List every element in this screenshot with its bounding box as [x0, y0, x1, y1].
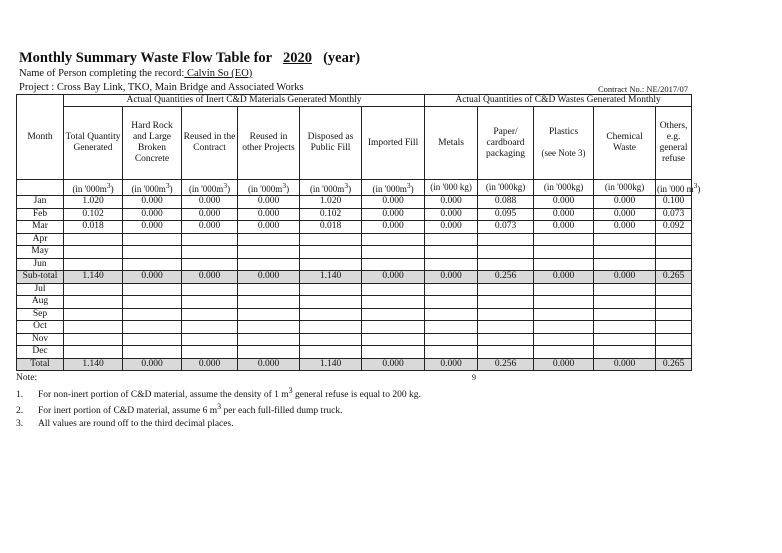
- value-cell: 0.000: [534, 271, 594, 284]
- value-cell: [300, 346, 362, 359]
- value-cell: [534, 308, 594, 321]
- value-cell: 0.000: [534, 358, 594, 371]
- value-cell: [478, 258, 534, 271]
- value-cell: 0.000: [425, 221, 478, 234]
- value-cell: 0.000: [594, 208, 656, 221]
- value-cell: [123, 296, 182, 309]
- month-cell: Jul: [17, 283, 64, 296]
- value-cell: 0.000: [123, 208, 182, 221]
- value-cell: [182, 258, 238, 271]
- header-chemical: Chemical Waste: [594, 107, 656, 180]
- month-cell: May: [17, 246, 64, 259]
- value-cell: 0.000: [238, 196, 300, 209]
- value-cell: 0.000: [238, 271, 300, 284]
- value-cell: [425, 258, 478, 271]
- value-cell: 0.000: [534, 208, 594, 221]
- value-cell: 0.000: [182, 208, 238, 221]
- value-cell: [594, 308, 656, 321]
- month-cell: Mar: [17, 221, 64, 234]
- month-cell: Jan: [17, 196, 64, 209]
- value-cell: [64, 258, 123, 271]
- value-cell: [534, 246, 594, 259]
- value-cell: [478, 333, 534, 346]
- header-month: Month: [17, 95, 64, 180]
- unit-chemical: (in '000kg): [594, 180, 656, 196]
- value-cell: [656, 296, 692, 309]
- value-cell: [534, 283, 594, 296]
- value-cell: 0.095: [478, 208, 534, 221]
- value-cell: 0.000: [362, 271, 425, 284]
- page-number: 9: [472, 373, 476, 382]
- value-cell: [238, 321, 300, 334]
- value-cell: [123, 258, 182, 271]
- value-cell: 1.140: [64, 358, 123, 371]
- value-cell: [656, 308, 692, 321]
- value-cell: [478, 233, 534, 246]
- value-cell: [478, 308, 534, 321]
- month-cell: Dec: [17, 346, 64, 359]
- table-row: [17, 296, 692, 309]
- month-cell: Nov: [17, 333, 64, 346]
- note-3: 3. All values are round off to the third decimal places.: [16, 418, 234, 429]
- value-cell: 0.000: [594, 271, 656, 284]
- value-cell: [362, 333, 425, 346]
- value-cell: 0.000: [594, 196, 656, 209]
- unit-reused-other: (in '$000m^3$): [238, 180, 300, 196]
- value-cell: 0.000: [182, 196, 238, 209]
- value-cell: [594, 346, 656, 359]
- unit-row: [17, 180, 692, 196]
- table-row: [17, 258, 692, 271]
- value-cell: 0.000: [123, 358, 182, 371]
- unit-total: (in '$000m^3$): [64, 180, 123, 196]
- group-header-row: [17, 95, 692, 107]
- page-title: [19, 50, 360, 67]
- value-cell: [300, 258, 362, 271]
- value-cell: [534, 296, 594, 309]
- header-plastics: [534, 107, 594, 180]
- value-cell: [362, 296, 425, 309]
- month-cell: Sep: [17, 308, 64, 321]
- month-cell: Feb: [17, 208, 64, 221]
- value-cell: [64, 346, 123, 359]
- value-cell: [425, 321, 478, 334]
- value-cell: [182, 333, 238, 346]
- value-cell: [425, 296, 478, 309]
- value-cell: [362, 283, 425, 296]
- value-cell: 0.000: [425, 208, 478, 221]
- value-cell: [425, 233, 478, 246]
- table-row: [17, 308, 692, 321]
- value-cell: [534, 333, 594, 346]
- unit-plastics: (in '000kg): [534, 180, 594, 196]
- value-cell: [64, 246, 123, 259]
- value-cell: 0.000: [182, 358, 238, 371]
- value-cell: [594, 233, 656, 246]
- value-cell: 0.000: [123, 196, 182, 209]
- value-cell: [594, 258, 656, 271]
- header-total: Total Quantity Generated: [64, 107, 123, 180]
- value-cell: [182, 246, 238, 259]
- table-row: [17, 283, 692, 296]
- value-cell: 0.018: [64, 221, 123, 234]
- table-row: [17, 333, 692, 346]
- value-cell: 1.140: [64, 271, 123, 284]
- table-row: [17, 358, 692, 371]
- value-cell: [238, 308, 300, 321]
- value-cell: [64, 233, 123, 246]
- notes: [16, 372, 421, 430]
- month-cell: Aug: [17, 296, 64, 309]
- value-cell: 0.102: [64, 208, 123, 221]
- value-cell: [123, 246, 182, 259]
- value-cell: [656, 283, 692, 296]
- value-cell: [300, 321, 362, 334]
- value-cell: 0.000: [238, 221, 300, 234]
- unit-imported: (in '$000m^3$): [362, 180, 425, 196]
- value-cell: [594, 246, 656, 259]
- note-2: 2. For inert portion of C&D material, assume 6 $m^3$ per each full-filled dump truck.: [16, 402, 343, 417]
- value-cell: 0.000: [594, 221, 656, 234]
- person-line: [19, 68, 252, 79]
- value-cell: [64, 308, 123, 321]
- header-disposed: Disposed as Public Fill: [300, 107, 362, 180]
- value-cell: [656, 321, 692, 334]
- value-cell: [182, 321, 238, 334]
- value-cell: [478, 296, 534, 309]
- value-cell: 0.073: [478, 221, 534, 234]
- value-cell: [238, 333, 300, 346]
- value-cell: 0.000: [425, 358, 478, 371]
- value-cell: [238, 246, 300, 259]
- value-cell: [64, 321, 123, 334]
- notes-label: Note:: [16, 373, 38, 383]
- title-suffix: (year): [323, 50, 361, 66]
- column-header-row: [17, 107, 692, 180]
- value-cell: 0.000: [123, 221, 182, 234]
- value-cell: [656, 233, 692, 246]
- waste-flow-table: [16, 94, 701, 371]
- plastics-note: (see Note 3): [541, 148, 586, 158]
- value-cell: 0.000: [362, 196, 425, 209]
- contract-number: Contract No.: NE/2017/07: [598, 84, 688, 94]
- value-cell: 1.020: [300, 196, 362, 209]
- value-cell: [238, 296, 300, 309]
- header-reused-other: Reused in other Projects: [238, 107, 300, 180]
- project-line: Project : Cross Bay Link, TKO, Main Bridge and Associated Works: [19, 82, 304, 93]
- value-cell: [425, 246, 478, 259]
- value-cell: 0.000: [362, 208, 425, 221]
- table-row: [17, 271, 692, 284]
- table-row: [17, 221, 692, 234]
- unit-metals: (in '000 kg): [425, 180, 478, 196]
- value-cell: 0.000: [425, 271, 478, 284]
- table-row: [17, 208, 692, 221]
- value-cell: 0.092: [656, 221, 692, 234]
- value-cell: [362, 233, 425, 246]
- value-cell: 1.140: [300, 358, 362, 371]
- value-cell: 0.000: [362, 221, 425, 234]
- value-cell: [123, 233, 182, 246]
- unit-paper: (in '000kg): [478, 180, 534, 196]
- value-cell: [425, 283, 478, 296]
- value-cell: [425, 346, 478, 359]
- value-cell: 0.088: [478, 196, 534, 209]
- value-cell: [362, 346, 425, 359]
- value-cell: [300, 246, 362, 259]
- value-cell: [238, 258, 300, 271]
- group-waste-header: Actual Quantities of C&D Wastes Generated Monthly: [425, 95, 692, 107]
- unit-reused-in: (in '$000m^3$): [182, 180, 238, 196]
- value-cell: 0.000: [534, 196, 594, 209]
- value-cell: [300, 233, 362, 246]
- table-row: [17, 246, 692, 259]
- value-cell: 1.020: [64, 196, 123, 209]
- value-cell: 0.000: [238, 358, 300, 371]
- value-cell: [362, 246, 425, 259]
- value-cell: [238, 283, 300, 296]
- value-cell: [425, 308, 478, 321]
- value-cell: 1.140: [300, 271, 362, 284]
- value-cell: [123, 346, 182, 359]
- value-cell: [300, 308, 362, 321]
- value-cell: [300, 283, 362, 296]
- value-cell: 0.000: [594, 358, 656, 371]
- value-cell: 0.000: [534, 221, 594, 234]
- value-cell: [478, 283, 534, 296]
- table-row: [17, 196, 692, 209]
- value-cell: [534, 321, 594, 334]
- value-cell: [238, 233, 300, 246]
- value-cell: [123, 283, 182, 296]
- header-reused-in-contract: Reused in the Contract: [182, 107, 238, 180]
- header-metals: Metals: [425, 107, 478, 180]
- header-hard-rock: Hard Rock and Large Broken Concrete: [123, 107, 182, 180]
- value-cell: [656, 246, 692, 259]
- value-cell: [594, 283, 656, 296]
- value-cell: [182, 296, 238, 309]
- value-cell: [300, 296, 362, 309]
- value-cell: [300, 333, 362, 346]
- value-cell: [534, 346, 594, 359]
- value-cell: [64, 333, 123, 346]
- value-cell: [478, 321, 534, 334]
- value-cell: [594, 321, 656, 334]
- value-cell: 0.000: [425, 196, 478, 209]
- value-cell: [362, 321, 425, 334]
- unit-month: [17, 180, 64, 196]
- value-cell: [123, 321, 182, 334]
- value-cell: [182, 233, 238, 246]
- value-cell: 0.073: [656, 208, 692, 221]
- value-cell: 0.256: [478, 271, 534, 284]
- month-cell: Apr: [17, 233, 64, 246]
- value-cell: 0.100: [656, 196, 692, 209]
- person-label: Name of Person completing the record:: [19, 68, 185, 79]
- value-cell: 0.265: [656, 358, 692, 371]
- value-cell: 0.256: [478, 358, 534, 371]
- value-cell: [123, 333, 182, 346]
- table-row: [17, 233, 692, 246]
- header-paper: Paper/ cardboard packaging: [478, 107, 534, 180]
- value-cell: [64, 296, 123, 309]
- note-1: 1. For non-inert portion of C&D material, assume the density of 1 $m^3$ general refuse is equal to 200 kg.: [16, 385, 421, 400]
- unit-others: (in '000 $m^3$): [657, 181, 701, 194]
- month-cell: Sub-total: [17, 271, 64, 284]
- value-cell: [478, 346, 534, 359]
- value-cell: [64, 283, 123, 296]
- unit-hard-rock: (in '$000m^3$): [123, 180, 182, 196]
- value-cell: [656, 258, 692, 271]
- value-cell: 0.000: [362, 358, 425, 371]
- value-cell: [425, 333, 478, 346]
- value-cell: [534, 258, 594, 271]
- plastics-label: Plastics: [549, 127, 579, 137]
- value-cell: [182, 346, 238, 359]
- header-others: Others, e.g. general refuse: [656, 107, 692, 180]
- value-cell: 0.000: [182, 271, 238, 284]
- value-cell: [594, 296, 656, 309]
- month-cell: Jun: [17, 258, 64, 271]
- value-cell: [362, 308, 425, 321]
- table-row: [17, 321, 692, 334]
- value-cell: 0.000: [182, 221, 238, 234]
- value-cell: 0.102: [300, 208, 362, 221]
- value-cell: [478, 246, 534, 259]
- value-cell: [182, 283, 238, 296]
- value-cell: [656, 346, 692, 359]
- value-cell: [182, 308, 238, 321]
- table-row: [17, 346, 692, 359]
- value-cell: 0.265: [656, 271, 692, 284]
- value-cell: 0.018: [300, 221, 362, 234]
- value-cell: [238, 346, 300, 359]
- month-cell: Total: [17, 358, 64, 371]
- title-prefix: Monthly Summary Waste Flow Table for: [19, 50, 272, 66]
- title-year: 2020: [282, 50, 312, 66]
- value-cell: 0.000: [123, 271, 182, 284]
- value-cell: [656, 333, 692, 346]
- header-imported: Imported Fill: [362, 107, 425, 180]
- value-cell: 0.000: [238, 208, 300, 221]
- value-cell: [534, 233, 594, 246]
- value-cell: [362, 258, 425, 271]
- unit-disposed: (in '$000m^3$): [300, 180, 362, 196]
- value-cell: [123, 308, 182, 321]
- value-cell: [594, 333, 656, 346]
- group-inert-header: Actual Quantities of Inert C&D Materials Generated Monthly: [64, 95, 425, 107]
- person-value: Calvin So (EO): [184, 68, 253, 79]
- month-cell: Oct: [17, 321, 64, 334]
